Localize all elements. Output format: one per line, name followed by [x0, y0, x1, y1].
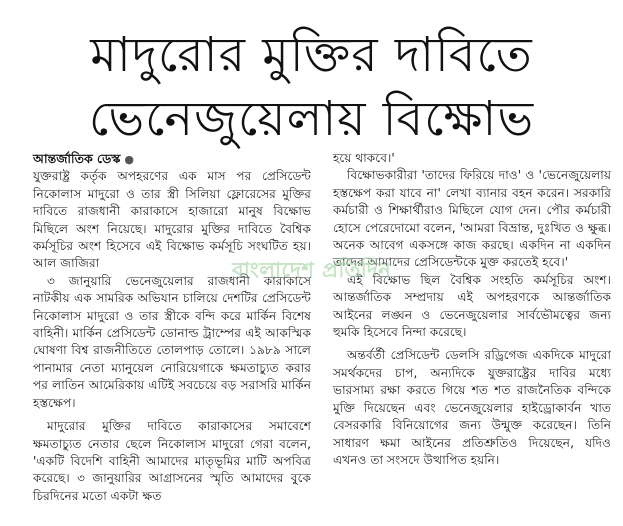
paragraph: যুক্তরাষ্ট্র কর্তৃক অপহরণের এক মাস পর প্রেসিডেন্ট নিকোলাস মাদুরো ও তার স্ত্রী সিলিয়া ফ্লোরেসের মুক্তির দাবিতে রাজধানী কারাকাসে হাজারো মানুষ বিক্ষোভ মিছিলে অংশ নিয়েছে। মাদুরোর মুক্তির দাবিতে বৈশ্বিক কর্মসূচির অংশ হিসেবে এই বিক্ষোভ কর্মসূচি সংঘটিত হয়। আল জাজিরা — [33, 169, 311, 271]
paragraph: ৩ জানুয়ারি ভেনেজুয়েলার রাজধানী কারাকাসে নাটকীয় এক সামরিক অভিযান চালিয়ে দেশটির প্রেসিডেন্ট নিকোলাস মাদুরো ও তার স্ত্রীকে বন্দি করে মার্কিন বিশেষ বাহিনী। মার্কিন প্রেসিডেন্ট ডোনাল্ড ট্রাম্পের এই আকস্মিক ঘোষণা বিশ্ব রাজনীতিতে তোলপাড় তোলে। ১৯৮৯ সালে পানামার নেতা ম্যানুয়েল নোরিয়েগাকে ক্ষমতাচ্যুত করার পর লাতিন আমেরিকায় এটিই সবচেয়ে বড় সরাসরি মার্কিন হস্তক্ষেপ। — [33, 273, 311, 410]
bullet-icon: ● — [124, 153, 134, 166]
headline-line-1: মাদুরোর মুক্তির দাবিতে — [90, 27, 533, 83]
watermark-logo: বাংলাদেশ প্রতিদিন — [232, 258, 392, 282]
article-column-left — [33, 150, 311, 505]
headline-line-2: ভেনেজুয়েলায় বিক্ষোভ — [88, 91, 535, 147]
paragraph: এই বিক্ষোভ ছিল বৈশ্বিক সংহতি কর্মসূচির অংশ। আন্তর্জাতিক সম্প্রদায় এই অপহরণকে আন্তর্জাতিক আইনের লঙ্ঘন ও ভেনেজুয়েলার সার্বভৌমত্বের জন্য হুমকি হিসেবে নিন্দা করেছে। — [333, 272, 611, 340]
paragraph: হয়ে থাকবে।' — [333, 151, 395, 165]
byline-desk-label: আন্তর্জাতিক ডেস্ক — [33, 151, 121, 166]
article-column-right — [333, 150, 611, 469]
article-body — [33, 150, 613, 522]
paragraph: অন্তর্বর্তী প্রেসিডেন্ট ডেলসি রড্রিগেজ একদিকে মাদুরো সমর্থকদের চাপ, অন্যদিকে যুক্তরাষ্ট্রের দাবির মধ্যে ভারসাম্য রক্ষা করতে গিয়ে শত শত রাজনৈতিক বন্দিকে মুক্তি দিয়েছেন এবং ভেনেজুয়েলার হাইড্রোকার্বন খাত বেসরকারি বিনিয়োগের জন্য উন্মুক্ত করেছেন। তিনি সাধারণ ক্ষমা আইনের প্রতিশ্রুতিও দিয়েছেন, যদিও এখনও তা সংসদে উত্থাপিত হয়নি। — [333, 348, 611, 467]
byline-desk — [33, 150, 311, 168]
paragraph: মাদুরোর মুক্তির দাবিতে কারাকাসের সমাবেশে ক্ষমতাচ্যুত নেতার ছেলে নিকোলাস মাদুরো গেরা বলেন, 'একটি বিদেশি বাহিনী আমাদের মাতৃভূমির মাটি অপবিত্র করেছে। ৩ জানুয়ারির আগ্রাসনের স্মৃতি আমাদের বুকে চিরদিনের মতো একটা ক্ষত — [33, 419, 311, 503]
paragraph: বিক্ষোভকারীরা 'তাদের ফিরিয়ে দাও' ও 'ভেনেজুয়েলায় হস্তক্ষেপ করা যাবে না' লেখা ব্যানার বহন করেন। সরকারি কর্মচারী ও শিক্ষার্থীরাও মিছিলে যোগ দেন। পৌর কর্মচারী হোসে পেরেদোমো বলেন, 'আমরা বিভ্রান্ত, দুঃখিত ও ক্ষুব্ধ। অনেক আবেগ একসঙ্গে কাজ করছে। একদিন না একদিন তাদের আমাদের প্রেসিডেন্টকে মুক্ত করতেই হবে।' — [333, 168, 611, 270]
